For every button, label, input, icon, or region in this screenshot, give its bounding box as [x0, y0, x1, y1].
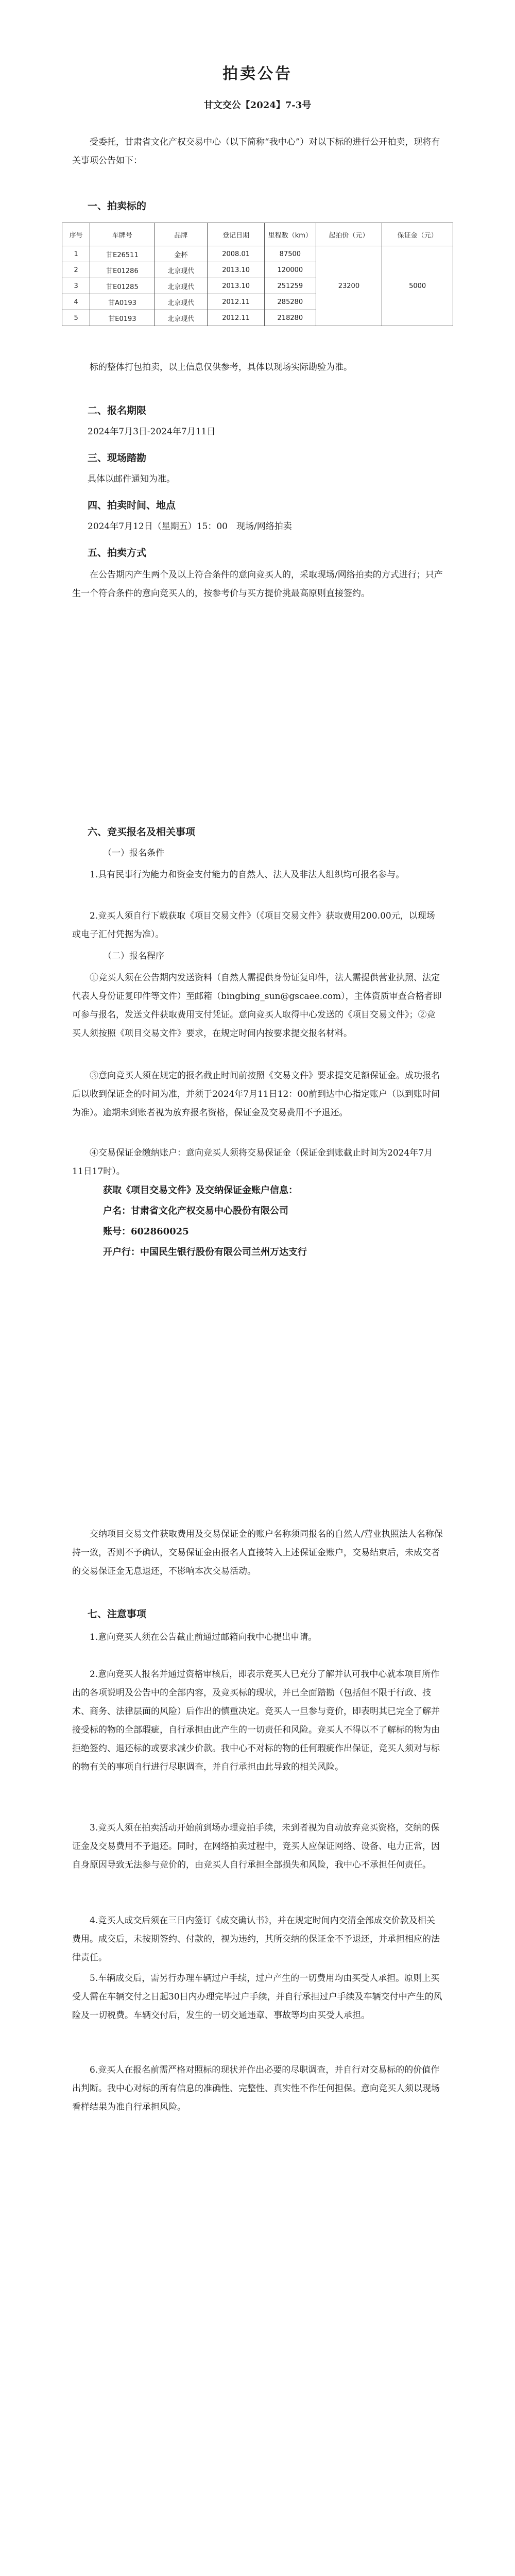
section-heading-site-visit: 三、现场踏勘 [88, 452, 147, 464]
notes-item-1: 1.意向竞买人须在公告截止前通过邮箱向我中心提出申请。 [90, 1632, 317, 1642]
cell-mileage: 251259 [265, 278, 316, 294]
cell-index: 3 [62, 278, 90, 294]
section-heading-notes: 七、注意事项 [88, 1608, 147, 1620]
cell-index: 2 [62, 262, 90, 278]
page-title: 拍卖公告 [222, 65, 293, 83]
cell-reg-date: 2012.11 [208, 294, 265, 310]
cell-brand: 北京现代 [154, 294, 207, 310]
cell-plate: 甘E01286 [90, 262, 155, 278]
cell-mileage: 218280 [265, 310, 316, 326]
bidding-item-5: ④交易保证金缴纳账户：意向竞买人须将交易保证金（保证金到账截止时间为2024年7月11日17时）。 [72, 1148, 433, 1177]
col-header-index: 序号 [62, 223, 90, 246]
account-bank: 开户行：中国民生银行股份有限公司兰州万达支行 [103, 1247, 307, 1258]
notes-item-6: 6.竞买人在报名前需严格对照标的现状并作出必要的尽职调查，并自行对交易标的的价值作出判断。我中心对标的所有信息的准确性、完整性、真实性不作任何担保。意向竞买人须以现场看样结果为准自行承担风险。 [72, 2065, 440, 2112]
cell-mileage: 285280 [265, 294, 316, 310]
notes-item-5: 5.车辆成交后，需另行办理车辆过户手续，过户产生的一切费用均由买受人承担。原则上买受人需在车辆交付之日起30日内办理完毕过户手续，并自行承担过户手续及车辆交付中产生的风险及一切税费。车辆交付后，发生的一切交通违章、事故等均由买受人承担。 [72, 1973, 442, 2021]
cell-plate: 甘E0193 [90, 310, 155, 326]
section-heading-lots: 一、拍卖标的 [88, 200, 147, 212]
col-header-brand: 品牌 [154, 223, 207, 246]
table-row [62, 246, 453, 262]
col-header-mileage: 里程数（km） [265, 223, 316, 246]
cell-plate: 甘E26511 [90, 246, 155, 262]
section-heading-registration: 二、报名期限 [88, 405, 147, 416]
section-heading-bidding: 六、竞买报名及相关事项 [88, 826, 196, 838]
cell-plate: 甘E01285 [90, 278, 155, 294]
intro-paragraph: 受委托，甘肃省文化产权交易中心（以下简称“我中心”）对以下标的进行公开拍卖，现将有关事项公告如下： [72, 137, 440, 166]
bidding-item-1: 1.具有民事行为能力和资金支付能力的自然人、法人及非法人组织均可报名参与。 [90, 870, 405, 880]
notes-item-4: 4.竞买人成交后须在三日内签订《成交确认书》，并在规定时间内交清全部成交价款及相关费用。成交后，未按期签约、付款的，视为违约，其所交纳的保证金不予退还，并承担相应的法律责任。 [72, 1916, 440, 1963]
col-header-reg-date: 登记日期 [208, 223, 265, 246]
cell-brand: 北京现代 [154, 262, 207, 278]
account-name: 户名：甘肃省文化产权交易中心股份有限公司 [103, 1206, 288, 1216]
cell-start-price: 23200 [316, 246, 382, 326]
site-visit-text: 具体以邮件通知为准。 [88, 474, 175, 484]
cell-reg-date: 2013.10 [208, 262, 265, 278]
cell-deposit: 5000 [382, 246, 453, 326]
notes-item-2: 2.意向竞买人报名并通过资格审核后，即表示竞买人已充分了解并认可我中心就本项目所作出的各项说明及公告中的全部内容，及竞买标的现状，并已全面踏勘（包括但不限于行政、技术、商务、法律层面的风险）后作出的慎重决定。竞买人一旦参与竞价，即表明其已完全了解并接受标的物的全部瑕疵，自行承担由此产生的一切责任和风险。竞买人不得以不了解标的物为由拒绝签约、退还标的或要求减少价款。我中心不对标的物的任何瑕疵作出保证，竞买人须对与标的物有关的事项自行进行尽职调查，并自行承担由此导致的相关风险。 [72, 1669, 440, 1772]
bidding-sub-conditions: （一）报名条件 [103, 848, 164, 858]
table-header-row [62, 223, 453, 246]
cell-reg-date: 2012.11 [208, 310, 265, 326]
registration-period: 2024年7月3日-2024年7月11日 [88, 427, 216, 437]
cell-brand: 金杯 [154, 246, 207, 262]
auction-time-text: 2024年7月12日（星期五）15：00 现场/网络拍卖 [88, 521, 292, 532]
bidding-item-6: 交纳项目交易文件获取费用及交易保证金的账户名称须同报名的自然人/营业执照法人名称保持一致，否则不予确认，交易保证金由报名人直接转入上述保证金账户，交易结束后，未成交者的交易保证金无息退还，不影响本次交易活动。 [72, 1529, 443, 1577]
bidding-item-2: 2.竞买人须自行下载获取《项目交易文件》（《项目交易文件》获取费用200.00元，以现场或电子汇付凭据为准）。 [72, 911, 435, 940]
bidding-item-3: ①竞买人须在公告期内发送资料（自然人需提供身份证复印件，法人需提供营业执照、法定代表人身份证复印件等文件）至邮箱（bingbing_sun@gscaee.com），主体资质审查合格者即可参与报名，发送文件获取费用支付凭证。意向竞买人取得中心发送的《项目交易文件》；②竞买人须按照《项目交易文件》要求，在规定时间内按要求提交报名材料。 [72, 973, 442, 1039]
lots-table [62, 223, 453, 326]
document-number: 甘文交公【2024】7-3号 [203, 100, 312, 111]
cell-mileage: 120000 [265, 262, 316, 278]
cell-brand: 北京现代 [154, 310, 207, 326]
section-heading-auction-method: 五、拍卖方式 [88, 547, 147, 558]
cell-reg-date: 2013.10 [208, 278, 265, 294]
col-header-start-price: 起拍价（元） [316, 223, 382, 246]
col-header-plate: 车牌号 [90, 223, 155, 246]
account-title: 获取《项目交易文件》及交纳保证金账户信息： [103, 1185, 298, 1196]
cell-reg-date: 2008.01 [208, 246, 265, 262]
section-heading-auction-time: 四、拍卖时间、地点 [88, 500, 176, 511]
cell-index: 4 [62, 294, 90, 310]
bidding-sub-procedure: （二）报名程序 [103, 951, 164, 961]
bidding-item-4: ③意向竞买人须在规定的报名截止时间前按照《交易文件》要求提交足额保证金。成功报名后以收到保证金的时间为准，并须于2024年7月11日12：00前到达中心指定账户（以到账时间为准）。逾期未到账者视为放弃报名资格，保证金及交易费用不予退还。 [72, 1071, 440, 1118]
cell-index: 1 [62, 246, 90, 262]
auction-method-text: 在公告期内产生两个及以上符合条件的意向竞买人的，采取现场/网络拍卖的方式进行；只产生一个符合条件的意向竞买人的，按参考价与买方提价挑最高原则直接签约。 [72, 570, 443, 599]
cell-index: 5 [62, 310, 90, 326]
cell-brand: 北京现代 [154, 278, 207, 294]
col-header-deposit: 保证金（元） [382, 223, 453, 246]
cell-mileage: 87500 [265, 246, 316, 262]
account-number: 账号：602860025 [103, 1226, 189, 1237]
lots-note: 标的整体打包拍卖，以上信息仅供参考，具体以现场实际勘验为准。 [90, 362, 352, 372]
cell-plate: 甘A0193 [90, 294, 155, 310]
notes-item-3: 3.竞买人须在拍卖活动开始前到场办理竞拍手续，未到者视为自动放弃竞买资格，交纳的保证金及交易费用不予退还。同时，在网络拍卖过程中，竞买人应保证网络、设备、电力正常，因自身原因导致无法参与竞价的，由竞买人自行承担全部损失和风险，我中心不承担任何责任。 [72, 1823, 440, 1870]
